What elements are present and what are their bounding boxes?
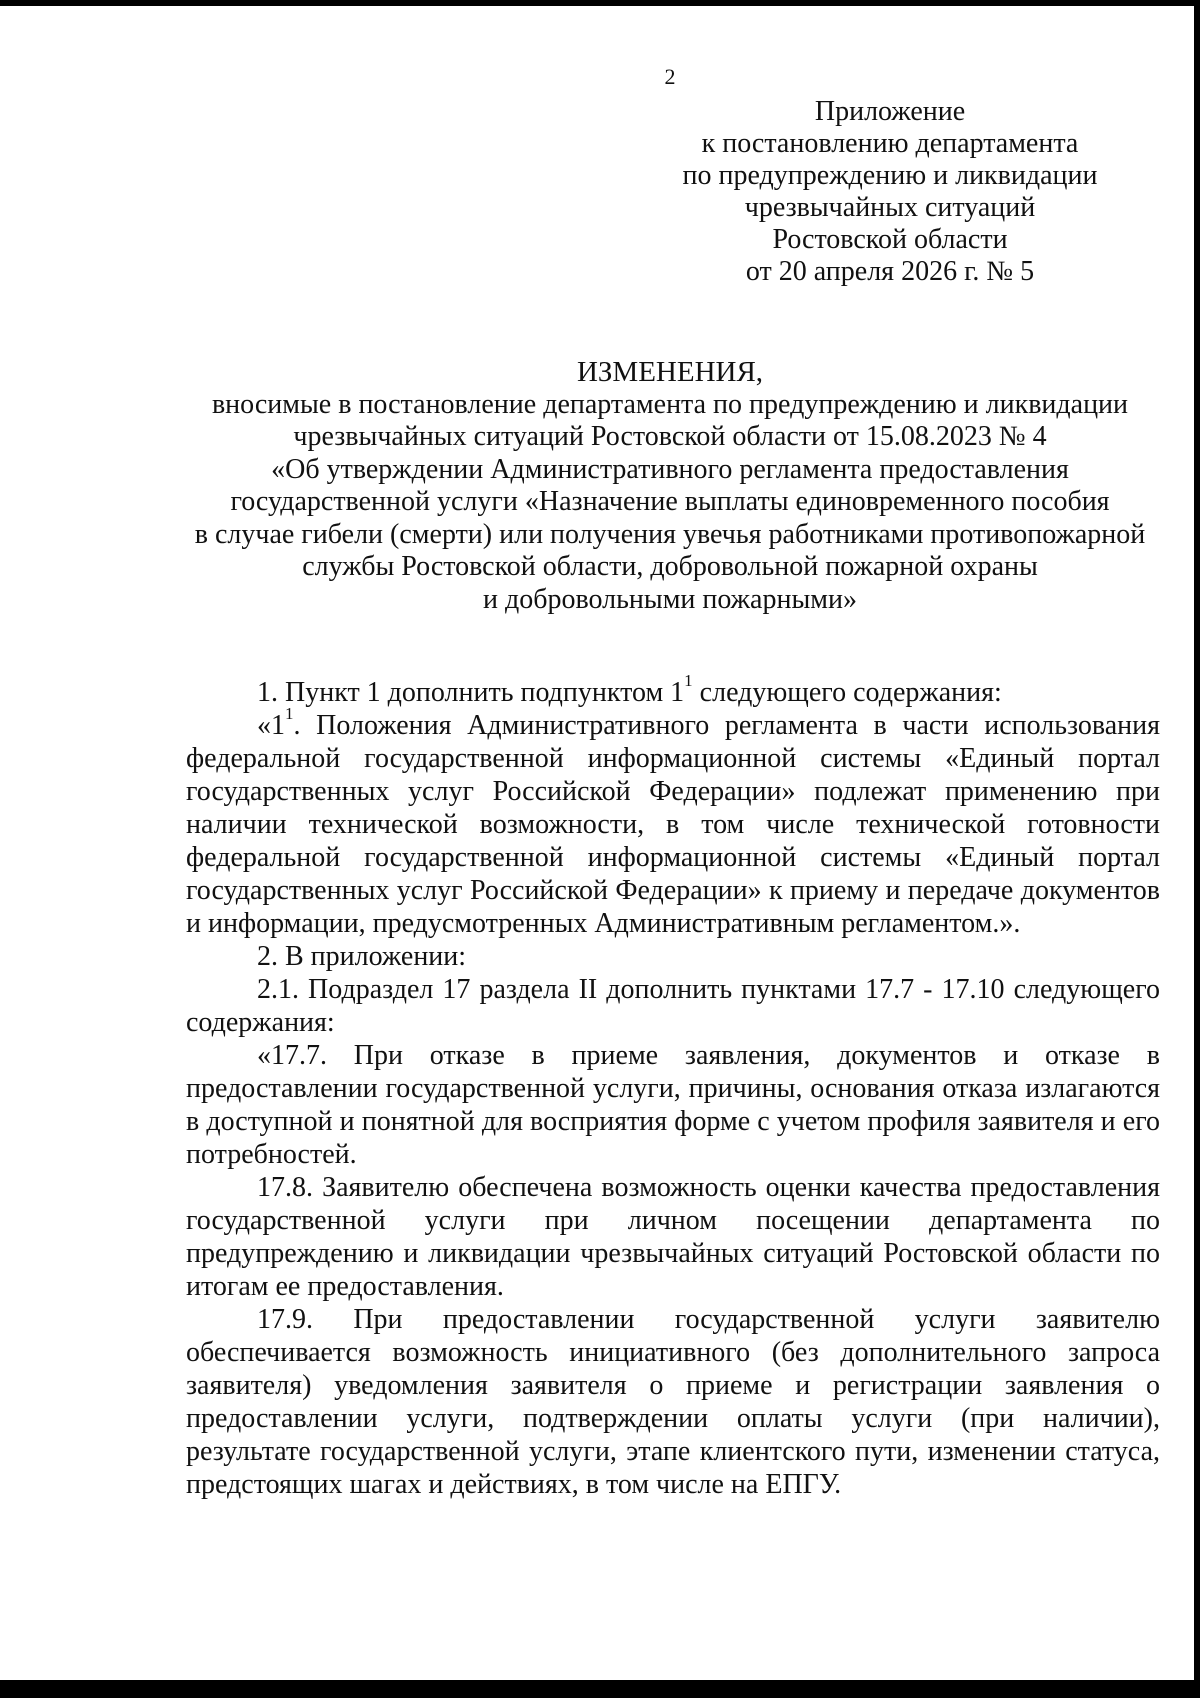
heading-line: службы Ростовской области, добровольной пожарной охраны — [302, 551, 1038, 582]
heading-line: в случае гибели (смерти) или получения увечья работниками противопожарной — [194, 518, 1146, 550]
appendix-line: Ростовской области — [772, 224, 1008, 255]
paragraph-1 — [186, 671, 1160, 709]
superscript: 1 — [684, 671, 693, 690]
heading-line: государственной услуги «Назначение выплаты единовременного пособия — [230, 486, 1110, 517]
appendix-line: чрезвычайных ситуаций — [744, 192, 1036, 223]
paragraph-2-text-b: . Положения Административного регламента в части использования федеральной государственной информационной системы «Единый портал государственных услуг Российской Федерации» подлежат применению при наличии технической возможности, в том числе технической готовности федеральной государственной информационной системы «Единый портал государственных услуг Российской Федерации» к приему и передаче документов и информации, предусмотренных Административным регламентом.». — [186, 710, 1160, 939]
superscript: 1 — [285, 704, 294, 723]
scan-bottom-edge — [0, 1680, 1200, 1698]
scan-edge-right — [1194, 0, 1200, 1698]
heading-line: вносимые в постановление департамента по предупреждению и ликвидации — [211, 388, 1129, 420]
paragraph-3: 2. В приложении: — [257, 941, 467, 972]
paragraph-2-text-a: «1 — [257, 710, 285, 741]
paragraph-1-text-a: 1. Пункт 1 дополнить подпунктом 1 — [257, 677, 685, 708]
appendix-line: по предупреждению и ликвидации — [682, 160, 1098, 191]
heading-line: чрезвычайных ситуаций Ростовской области от 15.08.2023 № 4 — [293, 421, 1047, 452]
appendix-header — [660, 96, 1120, 288]
paragraph-1-text-b: следующего содержания: — [692, 677, 1002, 708]
heading-line: «Об утверждении Административного регламента предоставления — [271, 453, 1069, 485]
paragraph-2 — [186, 704, 1160, 940]
paragraph-6: 17.8. Заявителю обеспечена возможность оценки качества предоставления государственной услуги при личном посещении департамента по предупреждению и ликвидации чрезвычайных ситуаций Ростовской области по итогам ее предоставления. — [186, 1172, 1160, 1302]
document-title: ИЗМЕНЕНИЯ, — [576, 356, 764, 388]
page-number: 2 — [664, 64, 676, 89]
appendix-line: от 20 апреля 2026 г. № 5 — [745, 256, 1035, 287]
document-body — [186, 671, 1160, 1501]
paragraph-5: «17.7. При отказе в приеме заявления, документов и отказе в предоставлении государственной услуги, причины, основания отказа излагаются в доступной и понятной для восприятия форме с учетом профиля заявителя и его потребностей. — [186, 1040, 1160, 1170]
document-heading — [150, 356, 1190, 616]
appendix-line: Приложение — [814, 96, 966, 127]
paragraph-7: 17.9. При предоставлении государственной услуги заявителю обеспечивается возможность инициативного (без дополнительного запроса заявителя) уведомления заявителя о приеме и регистрации заявления о предоставлении услуги, подтверждении оплаты услуги (при наличии), результате государственной услуги, этапе клиентского пути, изменении статуса, предстоящих шагах и действиях, в том числе на ЕПГУ. — [186, 1304, 1160, 1500]
paragraph-4: 2.1. Подраздел 17 раздела II дополнить пунктами 17.7 - 17.10 следующего содержания: — [186, 974, 1160, 1038]
heading-line: и добровольными пожарными» — [483, 583, 857, 615]
appendix-line: к постановлению департамента — [701, 128, 1079, 159]
scan-edge-top — [0, 0, 1200, 6]
